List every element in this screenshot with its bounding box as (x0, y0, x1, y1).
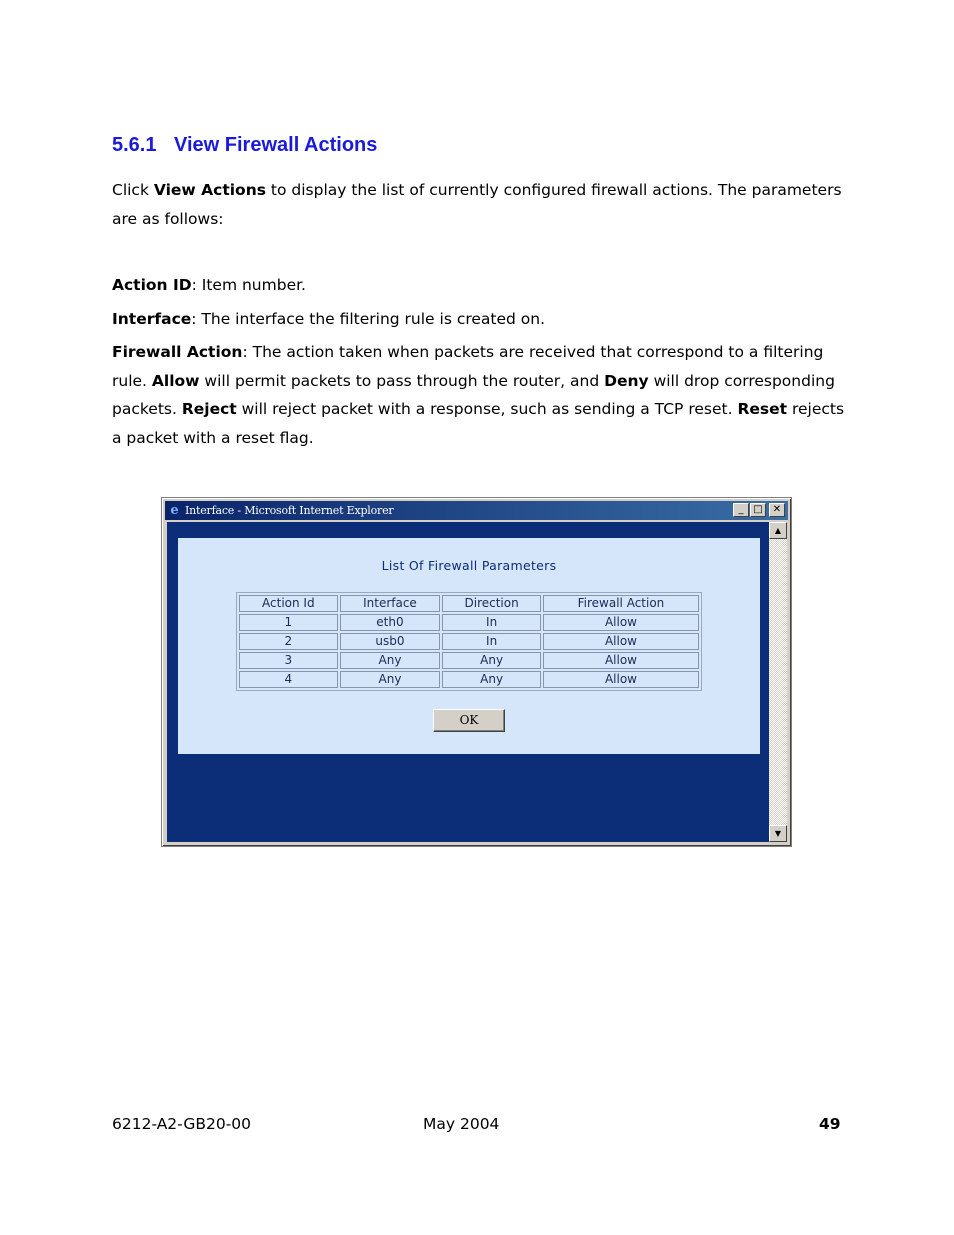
footer-date: May 2004 (423, 1115, 500, 1133)
table-row (239, 633, 699, 650)
param-action-id (112, 271, 847, 300)
table-cell: Allow (543, 614, 699, 631)
table-row (239, 614, 699, 631)
param-term: Action ID (112, 276, 192, 294)
table-cell: Any (442, 652, 541, 669)
vertical-scrollbar[interactable] (769, 522, 787, 842)
intro-paragraph (112, 176, 847, 233)
table-cell: In (442, 633, 541, 650)
param-desc: rejects a packet with a reset flag. (112, 400, 845, 447)
param-desc: will reject packet with a response, such as sending a TCP reset. (236, 400, 738, 418)
internet-explorer-icon: e (170, 503, 179, 518)
firewall-parameters-panel (178, 538, 760, 754)
window-title: Interface - Microsoft Internet Explorer (185, 504, 394, 517)
section-title: View Firewall Actions (174, 134, 378, 156)
allow-term: Allow (151, 371, 200, 390)
browser-content (167, 522, 769, 842)
section-number: 5.6.1 (112, 134, 157, 156)
view-actions-term: View Actions (153, 181, 266, 199)
param-desc: : The interface the filtering rule is created on. (191, 310, 546, 328)
table-cell: 1 (239, 614, 338, 631)
intro-text-2: to display the list of currently configured firewall actions. The parameters are as follows: (112, 181, 842, 228)
scroll-up-icon[interactable]: ▲ (769, 522, 787, 539)
table-cell: In (442, 614, 541, 631)
table-cell: Any (340, 652, 441, 669)
footer-doc-id: 6212-A2-GB20-00 (112, 1115, 252, 1133)
column-header: Interface (340, 595, 441, 612)
deny-term: Deny (604, 371, 649, 390)
param-term: Interface (112, 310, 192, 328)
table-cell: 3 (239, 652, 338, 669)
column-header: Action Id (239, 595, 338, 612)
param-term: Firewall Action (112, 343, 243, 361)
table-cell: usb0 (340, 633, 441, 650)
column-header: Firewall Action (543, 595, 699, 612)
table-cell: eth0 (340, 614, 441, 631)
param-desc: will permit packets to pass through the router, and (199, 371, 605, 390)
column-header: Direction (442, 595, 541, 612)
section-heading (112, 134, 377, 157)
table-row (239, 652, 699, 669)
minimize-icon[interactable]: _ (733, 503, 749, 517)
param-firewall-action (112, 338, 847, 452)
table-cell: Any (442, 671, 541, 688)
close-icon[interactable]: ✕ (769, 503, 785, 517)
intro-text-1: Click (112, 181, 154, 199)
param-desc: : Item number. (191, 276, 306, 294)
param-desc: : The action taken when packets are received that correspond to a filtering rule. (112, 343, 824, 390)
maximize-icon[interactable]: □ (750, 503, 766, 517)
table-header-row (239, 595, 699, 612)
reset-term: Reset (737, 400, 788, 418)
window-titlebar (165, 501, 788, 520)
param-desc: will drop corresponding packets. (112, 371, 835, 418)
table-cell: Any (340, 671, 441, 688)
panel-title: List Of Firewall Parameters (381, 558, 557, 573)
firewall-parameters-table (236, 592, 702, 691)
reject-term: Reject (181, 400, 237, 418)
table-cell: Allow (543, 652, 699, 669)
table-cell: Allow (543, 671, 699, 688)
table-cell: 4 (239, 671, 338, 688)
param-interface (112, 305, 847, 334)
table-row (239, 671, 699, 688)
scroll-down-icon[interactable]: ▼ (769, 825, 787, 842)
footer-page-number: 49 (819, 1115, 841, 1133)
ok-button[interactable]: OK (433, 709, 505, 732)
table-cell: Allow (543, 633, 699, 650)
table-cell: 2 (239, 633, 338, 650)
browser-window-screenshot (161, 497, 792, 847)
